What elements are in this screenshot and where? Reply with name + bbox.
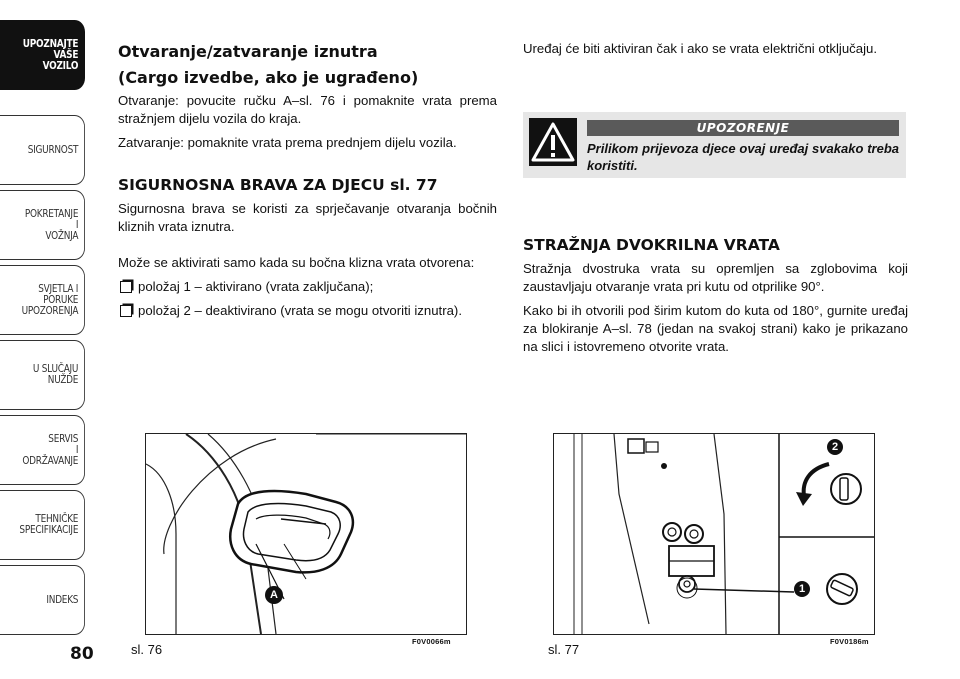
tab-label: POKRETANJE I VOŽNJA <box>24 207 79 242</box>
paragraph-otvaranje-180: Kako bi ih otvorili pod širim kutom do kuta od 180°, gurnite uređaj za blokiranje A–sl. 78 (jedan na svakoj strani) kako je prikazano na slici i istovremeno otvorite vrata. <box>523 303 908 354</box>
figure-77-code: F0V0186m <box>830 637 869 646</box>
tab-label: SVJETLA I PORUKE UPOZORENJA <box>21 282 79 317</box>
warning-text: Prilikom prijevoza djece ovaj uređaj svakako treba koristiti. <box>587 141 899 173</box>
list-item-text: položaj 2 – deaktivirano (vrata se mogu otvoriti iznutra). <box>138 303 462 318</box>
figure-76-caption: sl. 76 <box>131 642 163 657</box>
heading-otvaranje: Otvaranje/zatvaranje iznutra <box>118 42 378 61</box>
warning-triangle-icon <box>529 118 577 166</box>
tab-label: U SLUČAJU NUŽDE <box>32 363 79 386</box>
tab-label: INDEKS <box>46 593 79 606</box>
right-column-top <box>523 40 908 64</box>
heading-cargo: (Cargo izvedbe, ako je ugrađeno) <box>118 68 419 87</box>
section-title-straznja-vrata: STRAŽNJA DVOKRILNA VRATA <box>523 236 780 254</box>
door-handle-illustration <box>146 434 466 634</box>
callout-2-badge: 2 <box>827 439 843 455</box>
checkbox-bullet-icon <box>120 281 132 293</box>
tab-label: SIGURNOST <box>27 143 79 156</box>
right-column-bottom <box>523 234 908 362</box>
paragraph-otvaranje: Otvaranje: povucite ručku A–sl. 76 i pomaknite vrata prema stražnjem dijelu vozila do kraja. <box>118 93 497 126</box>
figure-77-child-lock <box>553 433 875 635</box>
list-item <box>118 302 497 320</box>
tab-label: UPOZNAJTE VAŠE VOZILO <box>22 37 79 72</box>
list-item-text: položaj 1 – aktivirano (vrata zaključana); <box>138 279 374 294</box>
page-number: 80 <box>70 644 94 664</box>
tab-servis-i-odrzavanje[interactable] <box>0 415 85 485</box>
tab-upoznajte-vase-vozilo[interactable] <box>0 20 85 90</box>
paragraph-aktiviranje: Može se aktivirati samo kada su bočna klizna vrata otvorena: <box>118 255 475 270</box>
figure-76-door-handle <box>145 433 467 635</box>
paragraph-sigurnosna-brava: Sigurnosna brava se koristi za sprječavanje otvaranja bočnih kliznih vrata iznutra. <box>118 201 497 234</box>
child-lock-illustration <box>554 434 874 634</box>
figure-76-code: F0V0066m <box>412 637 451 646</box>
tab-u-slucaju-nuzde[interactable] <box>0 340 85 410</box>
paragraph-zglobovi: Stražnja dvostruka vrata su opremljen sa zglobovima koji zaustavljaju otvaranje vrata pri kutu od otprilike 90°. <box>523 261 908 294</box>
callout-1-badge: 1 <box>794 581 810 597</box>
position-list <box>118 278 497 320</box>
tab-sigurnost[interactable] <box>0 115 85 185</box>
tab-label: TEHNIČKE SPECIFIKACIJE <box>19 513 79 536</box>
checkbox-bullet-icon <box>120 305 132 317</box>
tab-indeks[interactable] <box>0 565 85 635</box>
tab-tehnicke-specifikacije[interactable] <box>0 490 85 560</box>
warning-title: UPOZORENJE <box>587 120 899 136</box>
paragraph-zatvaranje: Zatvaranje: pomaknite vrata prema prednjem dijelu vozila. <box>118 135 457 150</box>
section-title-sigurnosna-brava: SIGURNOSNA BRAVA ZA DJECU sl. 77 <box>118 176 438 194</box>
tab-pokretanje-i-voznja[interactable] <box>0 190 85 260</box>
left-column <box>118 40 497 326</box>
list-item <box>118 278 497 296</box>
tab-svjetla-i-poruke[interactable] <box>0 265 85 335</box>
paragraph-uredaj: Uređaj će biti aktiviran čak i ako se vrata električni otključaju. <box>523 41 878 56</box>
callout-a-badge: A <box>265 586 283 604</box>
tab-label: SERVIS I ODRŽAVANJE <box>22 432 79 467</box>
warning-box <box>523 112 906 178</box>
figure-77-caption: sl. 77 <box>548 642 580 657</box>
